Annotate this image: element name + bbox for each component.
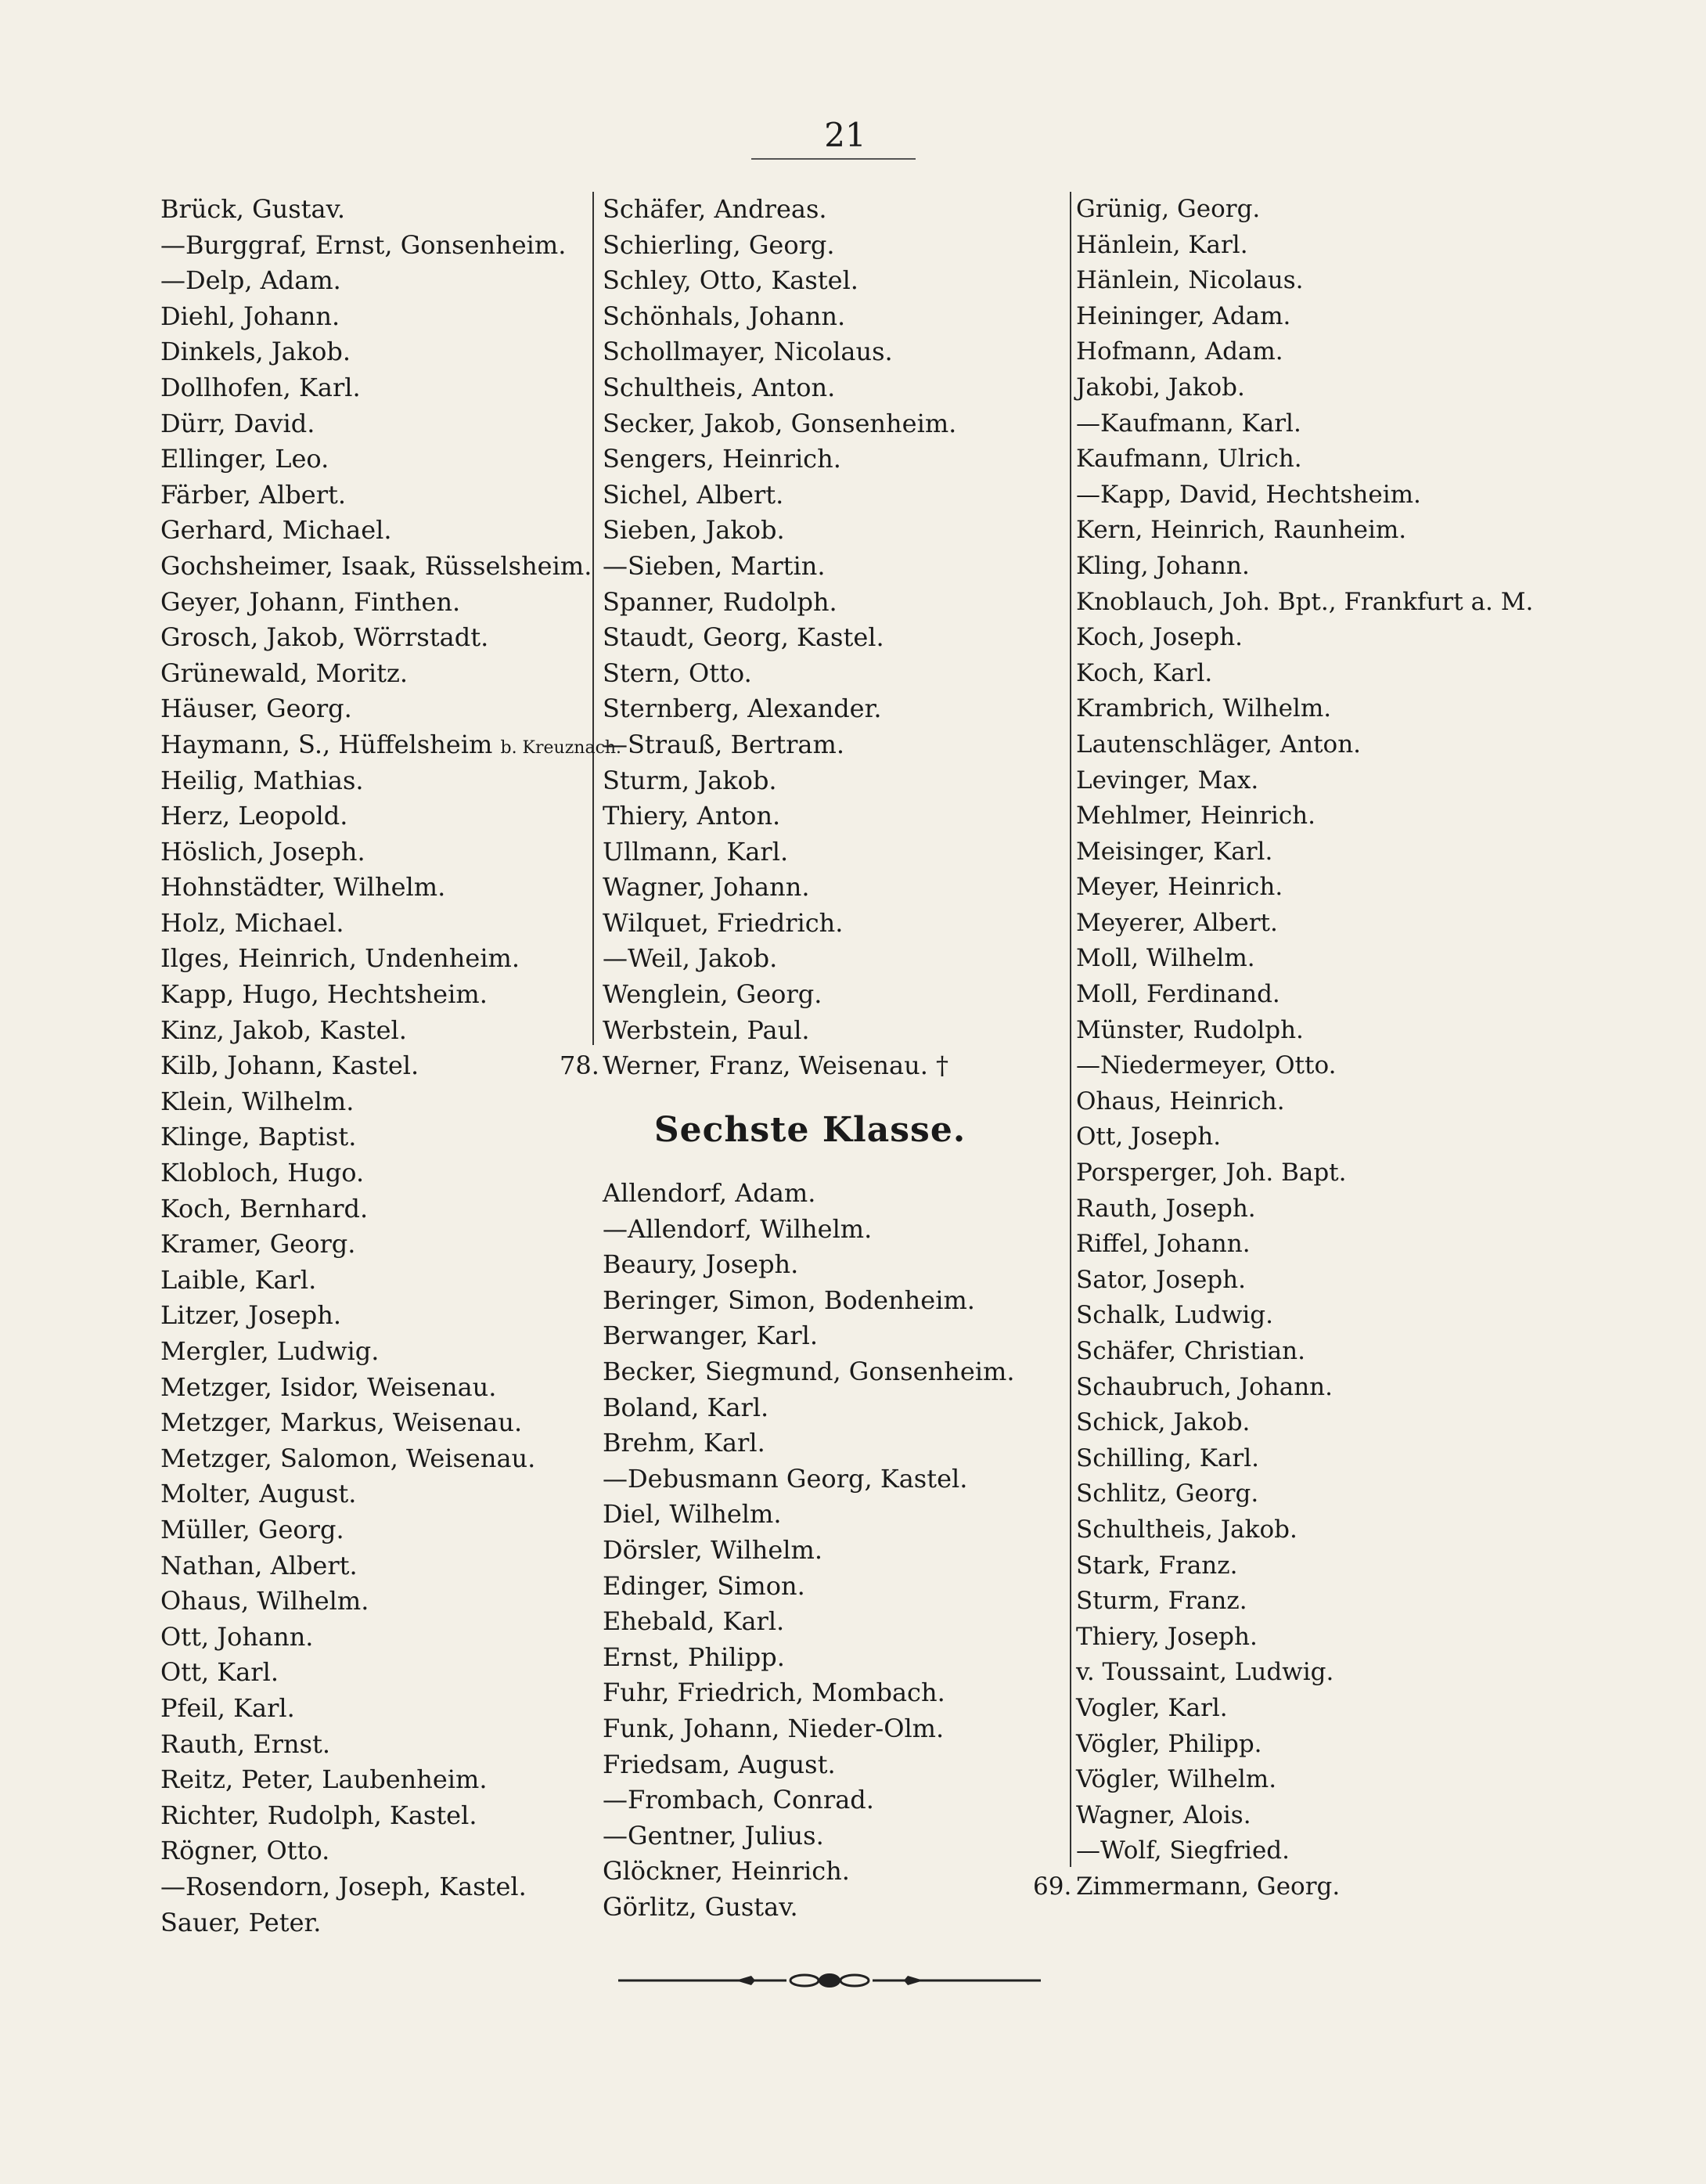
list-item: Beaury, Joseph. [603, 1249, 799, 1280]
list-item: Häuser, Georg. [160, 694, 352, 724]
list-item: Sichel, Albert. [603, 479, 784, 510]
list-item: Sieben, Jakob. [603, 515, 785, 546]
list-item: v. Toussaint, Ludwig. [1076, 1658, 1334, 1687]
list-item: Kramer, Georg. [160, 1229, 356, 1260]
list-item: Koch, Karl. [1076, 658, 1213, 687]
list-item: Schollmayer, Nicolaus. [603, 337, 893, 367]
list-item: Kaufmann, Ulrich. [1076, 445, 1302, 474]
list-item: Friedsam, August. [603, 1749, 836, 1779]
list-item: —Kapp, David, Hechtsheim. [1076, 480, 1421, 509]
list-item: Gochsheimer, Isaak, Rüsselsheim. [160, 550, 592, 581]
list-item: Ellinger, Leo. [160, 444, 329, 474]
list-item: Thiery, Anton. [603, 801, 781, 831]
name-list-column-1 [160, 192, 621, 1941]
list-item [160, 727, 621, 763]
list-item: Mergler, Ludwig. [160, 1336, 380, 1366]
list-item: Diehl, Johann. [160, 301, 340, 331]
list-item: Werbstein, Paul. [603, 1015, 810, 1045]
list-item: Dinkels, Jakob. [160, 337, 351, 367]
list-item: Wagner, Johann. [603, 872, 810, 903]
list-item: Beringer, Simon, Bodenheim. [603, 1285, 975, 1315]
list-item: —Gentner, Julius. [603, 1820, 824, 1851]
list-item-name: Haymann, S., Hüffelsheim [160, 729, 493, 759]
list-item: Krambrich, Wilhelm. [1076, 694, 1332, 723]
list-item: Porsperger, Joh. Bapt. [1076, 1159, 1347, 1188]
list-item: Nathan, Albert. [160, 1550, 358, 1580]
list-item: Berwanger, Karl. [603, 1321, 819, 1351]
list-item: Dollhofen, Karl. [160, 372, 361, 402]
list-item: Sturm, Franz. [1076, 1587, 1247, 1616]
list-item: Vögler, Wilhelm. [1076, 1765, 1277, 1794]
list-item: Geyer, Johann, Finthen. [160, 586, 461, 617]
list-item: Ohaus, Wilhelm. [160, 1586, 369, 1616]
list-item: Metzger, Markus, Weisenau. [160, 1407, 523, 1438]
list-item: Stern, Otto. [603, 658, 752, 688]
list-item: —Sieben, Martin. [603, 550, 826, 581]
list-item: Herz, Leopold. [160, 801, 348, 831]
class-count: 78. [560, 1051, 599, 1081]
list-item: Moll, Ferdinand. [1076, 980, 1280, 1009]
list-item: Koch, Joseph. [1076, 623, 1244, 652]
list-item: Ilges, Heinrich, Undenheim. [160, 943, 520, 974]
list-item: Kling, Johann. [1076, 551, 1250, 580]
list-item: Hofmann, Adam. [1076, 337, 1283, 366]
list-item: Levinger, Max. [1076, 766, 1259, 795]
list-item: Vogler, Karl. [1076, 1693, 1228, 1722]
list-item: Meyerer, Albert. [1076, 908, 1278, 937]
list-item: Glöckner, Heinrich. [603, 1856, 850, 1887]
list-item: Ohaus, Heinrich. [1076, 1087, 1285, 1115]
list-item: Edinger, Simon. [603, 1570, 805, 1601]
list-item: Rauth, Ernst. [160, 1728, 331, 1759]
list-item: Lautenschläger, Anton. [1076, 730, 1362, 759]
list-item: —Rosendorn, Joseph, Kastel. [160, 1871, 527, 1901]
list-item: Vögler, Philipp. [1076, 1729, 1262, 1758]
list-item: Metzger, Salomon, Weisenau. [160, 1443, 536, 1473]
list-item: Schönhals, Johann. [603, 301, 846, 331]
list-item: Hänlein, Nicolaus. [1076, 266, 1304, 295]
list-item: Münster, Rudolph. [1076, 1015, 1304, 1044]
list-item: Holz, Michael. [160, 907, 344, 938]
list-item: Grosch, Jakob, Wörrstadt. [160, 622, 489, 653]
list-item: —Debusmann Georg, Kastel. [603, 1463, 968, 1494]
list-item: Brück, Gustav. [160, 194, 346, 224]
list-item: Spanner, Rudolph. [603, 586, 837, 617]
list-item: Schäfer, Christian. [1076, 1337, 1305, 1365]
list-item-name: Zimmermann, Georg. [1076, 1872, 1341, 1901]
list-item: Schaubruch, Johann. [1076, 1372, 1333, 1401]
list-item: Hänlein, Karl. [1076, 230, 1248, 259]
list-item: Secker, Jakob, Gonsenheim. [603, 408, 957, 438]
list-item: Höslich, Joseph. [160, 836, 365, 867]
list-item: Grünewald, Moritz. [160, 658, 408, 688]
list-item: Laible, Karl. [160, 1264, 317, 1295]
name-list-column-2-sechste-klasse [603, 1176, 1015, 1925]
list-item: Meyer, Heinrich. [1076, 873, 1283, 902]
list-item: Schultheis, Jakob. [1076, 1515, 1297, 1544]
list-item: —Frombach, Conrad. [603, 1785, 874, 1815]
list-item: Koch, Bernhard. [160, 1193, 369, 1224]
list-item: Schlitz, Georg. [1076, 1479, 1259, 1508]
list-item: Moll, Wilhelm. [1076, 944, 1255, 973]
list-item: Litzer, Joseph. [160, 1300, 341, 1331]
list-item: Dürr, David. [160, 408, 315, 438]
class-count: 69. [1033, 1872, 1072, 1901]
list-item: Ullmann, Karl. [603, 836, 789, 867]
list-item: Färber, Albert. [160, 479, 347, 510]
list-item: Ott, Joseph. [1076, 1123, 1222, 1151]
list-item: Kilb, Johann, Kastel. [160, 1051, 419, 1081]
list-item: Hohnstädter, Wilhelm. [160, 872, 446, 903]
list-item: Becker, Siegmund, Gonsenheim. [603, 1356, 1015, 1386]
list-item: Sator, Joseph. [1076, 1265, 1246, 1294]
list-item: Funk, Johann, Nieder-Olm. [603, 1713, 945, 1743]
page-number: 21 [824, 116, 866, 154]
name-list-column-3 [1033, 192, 1534, 1905]
list-item: Gerhard, Michael. [160, 515, 392, 546]
ornament-divider-icon [618, 1965, 1041, 1996]
list-item: Richter, Rudolph, Kastel. [160, 1800, 477, 1830]
list-item: Dörsler, Wilhelm. [603, 1534, 823, 1565]
list-item: Wilquet, Friedrich. [603, 907, 844, 938]
list-item: Stark, Franz. [1076, 1551, 1238, 1580]
list-item: —Burggraf, Ernst, Gonsenheim. [160, 229, 567, 260]
list-item: Görlitz, Gustav. [603, 1891, 798, 1922]
list-item: Pfeil, Karl. [160, 1692, 295, 1723]
list-item-place-suffix: b. Kreuznach. [500, 737, 622, 758]
list-item: Ernst, Philipp. [603, 1642, 785, 1672]
list-item: Schultheis, Anton. [603, 372, 836, 402]
list-item: Klinge, Baptist. [160, 1122, 357, 1152]
list-item: Reitz, Peter, Laubenheim. [160, 1764, 488, 1795]
list-item: Schley, Otto, Kastel. [603, 265, 858, 296]
column-divider-2 [1070, 192, 1071, 1867]
list-item: Klein, Wilhelm. [160, 1086, 355, 1116]
list-item: —Allendorf, Wilhelm. [603, 1213, 873, 1244]
list-item: Sengers, Heinrich. [603, 444, 841, 474]
list-item: Rögner, Otto. [160, 1836, 330, 1866]
list-item: Molter, August. [160, 1479, 357, 1509]
list-item: —Kaufmann, Karl. [1076, 409, 1301, 438]
list-item: Heilig, Mathias. [160, 765, 364, 795]
list-item: Mehlmer, Heinrich. [1076, 802, 1316, 831]
list-item: Heininger, Adam. [1076, 301, 1291, 330]
list-item: Thiery, Joseph. [1076, 1622, 1258, 1651]
list-item: Ehebald, Karl. [603, 1606, 785, 1637]
list-item: Kern, Heinrich, Raunheim. [1076, 516, 1407, 545]
section-heading: Sechste Klasse. [653, 1110, 966, 1150]
list-item: Boland, Karl. [603, 1392, 769, 1422]
list-item: Brehm, Karl. [603, 1428, 765, 1458]
list-item: Jakobi, Jakob. [1076, 373, 1245, 402]
list-item: Meisinger, Karl. [1076, 837, 1273, 866]
list-item: Kinz, Jakob, Kastel. [160, 1015, 407, 1045]
list-item: —Weil, Jakob. [603, 943, 778, 974]
list-item: Ott, Johann. [160, 1621, 314, 1652]
list-item: Wagner, Alois. [1076, 1800, 1251, 1829]
list-item-name: Werner, Franz, Weisenau. † [603, 1051, 949, 1081]
list-item: Grünig, Georg. [1076, 195, 1261, 223]
list-item: Knoblauch, Joh. Bpt., Frankfurt a. M. [1076, 587, 1534, 616]
list-item: —Niedermeyer, Otto. [1076, 1051, 1337, 1080]
list-item: Schierling, Georg. [603, 229, 835, 260]
list-item: —Wolf, Siegfried. [1076, 1836, 1290, 1865]
list-item: Schäfer, Andreas. [603, 194, 827, 224]
list-item: Riffel, Johann. [1076, 1230, 1251, 1259]
list-item: Sternberg, Alexander. [603, 694, 882, 724]
list-item: Müller, Georg. [160, 1514, 344, 1544]
list-item: Rauth, Joseph. [1076, 1194, 1256, 1223]
list-item: Klobloch, Hugo. [160, 1158, 365, 1188]
list-item: —Delp, Adam. [160, 265, 341, 296]
list-item: Diel, Wilhelm. [603, 1499, 782, 1530]
list-item: —Strauß, Bertram. [603, 729, 844, 759]
list-item: Schalk, Ludwig. [1076, 1301, 1273, 1330]
list-item: Schick, Jakob. [1076, 1408, 1251, 1437]
list-item: Sturm, Jakob. [603, 765, 777, 795]
list-item: Metzger, Isidor, Weisenau. [160, 1371, 497, 1402]
list-item: Fuhr, Friedrich, Mombach. [603, 1678, 945, 1708]
list-item: Sauer, Peter. [160, 1907, 322, 1937]
list-item: Schilling, Karl. [1076, 1443, 1259, 1472]
list-item-total [560, 1048, 956, 1084]
list-item: Ott, Karl. [160, 1657, 279, 1688]
page-number-underline [751, 158, 916, 160]
list-item-total [1033, 1869, 1533, 1905]
list-item: Staudt, Georg, Kastel. [603, 622, 884, 653]
list-item: Wenglein, Georg. [603, 979, 822, 1010]
list-item: Kapp, Hugo, Hechtsheim. [160, 979, 488, 1010]
list-item: Allendorf, Adam. [603, 1178, 816, 1208]
